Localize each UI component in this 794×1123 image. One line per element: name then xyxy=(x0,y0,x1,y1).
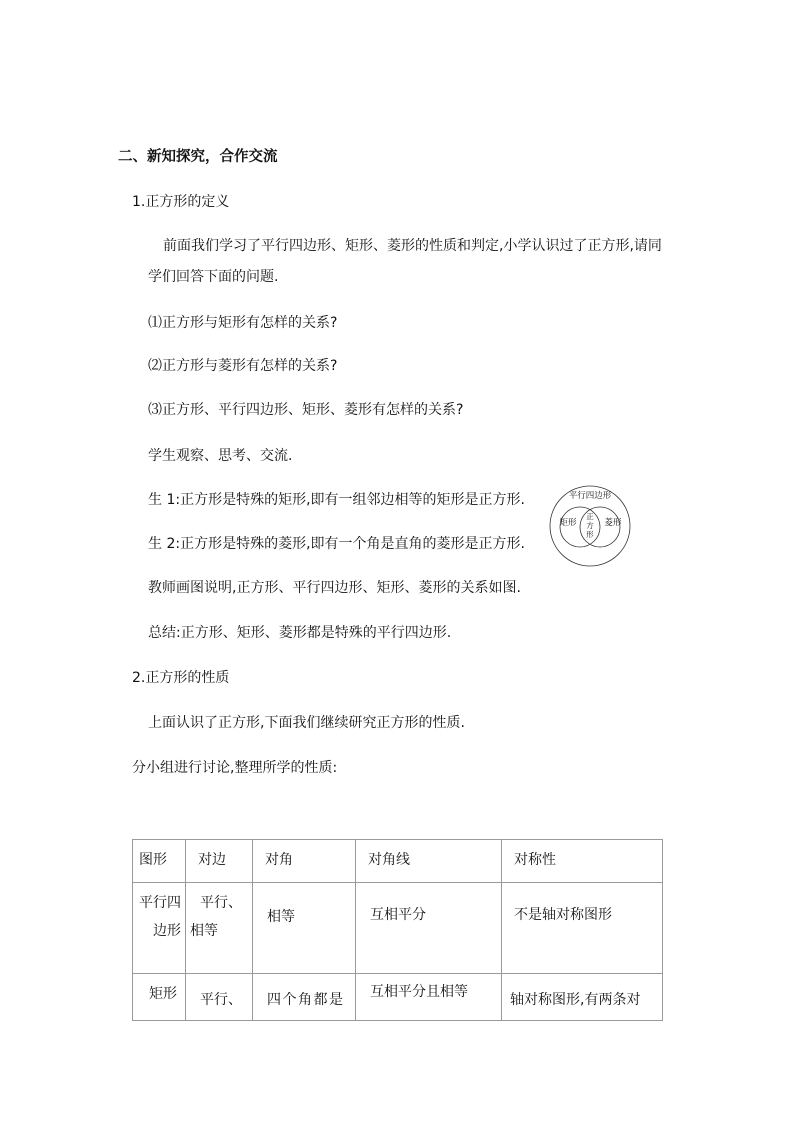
properties-intro: 上面认识了正方形,下面我们继续研究正方形的性质. xyxy=(148,715,465,731)
header-shape: 图形 xyxy=(133,840,186,883)
cell-shape: 平行四边形 xyxy=(133,883,186,974)
intro-line-1: 前面我们学习了平行四边形、矩形、菱形的性质和判定,小学认识过了正方形,请同 xyxy=(163,238,662,254)
venn-label-square-3: 形 xyxy=(586,530,594,539)
venn-label-parallelogram: 平行四边形 xyxy=(568,491,612,501)
cell-diagonals: 互相平分 xyxy=(356,883,502,974)
cell-shape: 矩形 xyxy=(133,974,186,1021)
venn-label-square-2: 方 xyxy=(586,521,594,530)
group-discussion: 分小组进行讨论,整理所学的性质: xyxy=(132,760,338,776)
student-activity: 学生观察、思考、交流. xyxy=(148,448,293,464)
properties-heading: 2.正方形的性质 xyxy=(132,670,230,686)
properties-table xyxy=(132,839,663,1021)
question-1: ⑴正方形与矩形有怎样的关系? xyxy=(148,315,338,331)
cell-diagonals: 互相平分且相等 xyxy=(356,974,502,1021)
section-title: 二、新知探究，合作交流 xyxy=(118,149,278,165)
definition-heading: 1.正方形的定义 xyxy=(132,194,230,210)
question-2: ⑵正方形与菱形有怎样的关系? xyxy=(148,358,338,374)
venn-diagram xyxy=(548,485,632,567)
table-row xyxy=(133,974,663,1021)
cell-symmetry: 不是轴对称图形 xyxy=(502,883,663,974)
venn-label-rhombus: 菱形 xyxy=(604,518,622,528)
header-opposite-sides: 对边 xyxy=(186,840,253,883)
cell-opposite-sides: 平行、 xyxy=(186,974,253,1021)
student-1-answer: 生 1:正方形是特殊的矩形,即有一组邻边相等的矩形是正方形. xyxy=(148,492,525,508)
header-symmetry: 对称性 xyxy=(502,840,663,883)
venn-label-rectangle: 矩形 xyxy=(559,518,577,528)
cell-symmetry: 轴对称图形,有两条对 xyxy=(502,974,663,1021)
table-row xyxy=(133,883,663,974)
table-header-row xyxy=(133,840,663,883)
teacher-explanation: 教师画图说明,正方形、平行四边形、矩形、菱形的关系如图. xyxy=(148,580,521,596)
intro-line-2: 学们回答下面的问题. xyxy=(148,269,279,285)
header-opposite-angles: 对角 xyxy=(253,840,356,883)
venn-label-square-1: 正 xyxy=(586,512,594,521)
cell-opposite-angles: 相等 xyxy=(253,883,356,974)
cell-opposite-sides: 平行、相等 xyxy=(186,883,253,974)
student-2-answer: 生 2:正方形是特殊的菱形,即有一个角是直角的菱形是正方形. xyxy=(148,536,525,552)
summary: 总结:正方形、矩形、菱形都是特殊的平行四边形. xyxy=(148,625,452,641)
cell-opposite-angles: 四个角都是 xyxy=(253,974,356,1021)
question-3: ⑶正方形、平行四边形、矩形、菱形有怎样的关系? xyxy=(148,402,464,418)
header-diagonals: 对角线 xyxy=(356,840,502,883)
